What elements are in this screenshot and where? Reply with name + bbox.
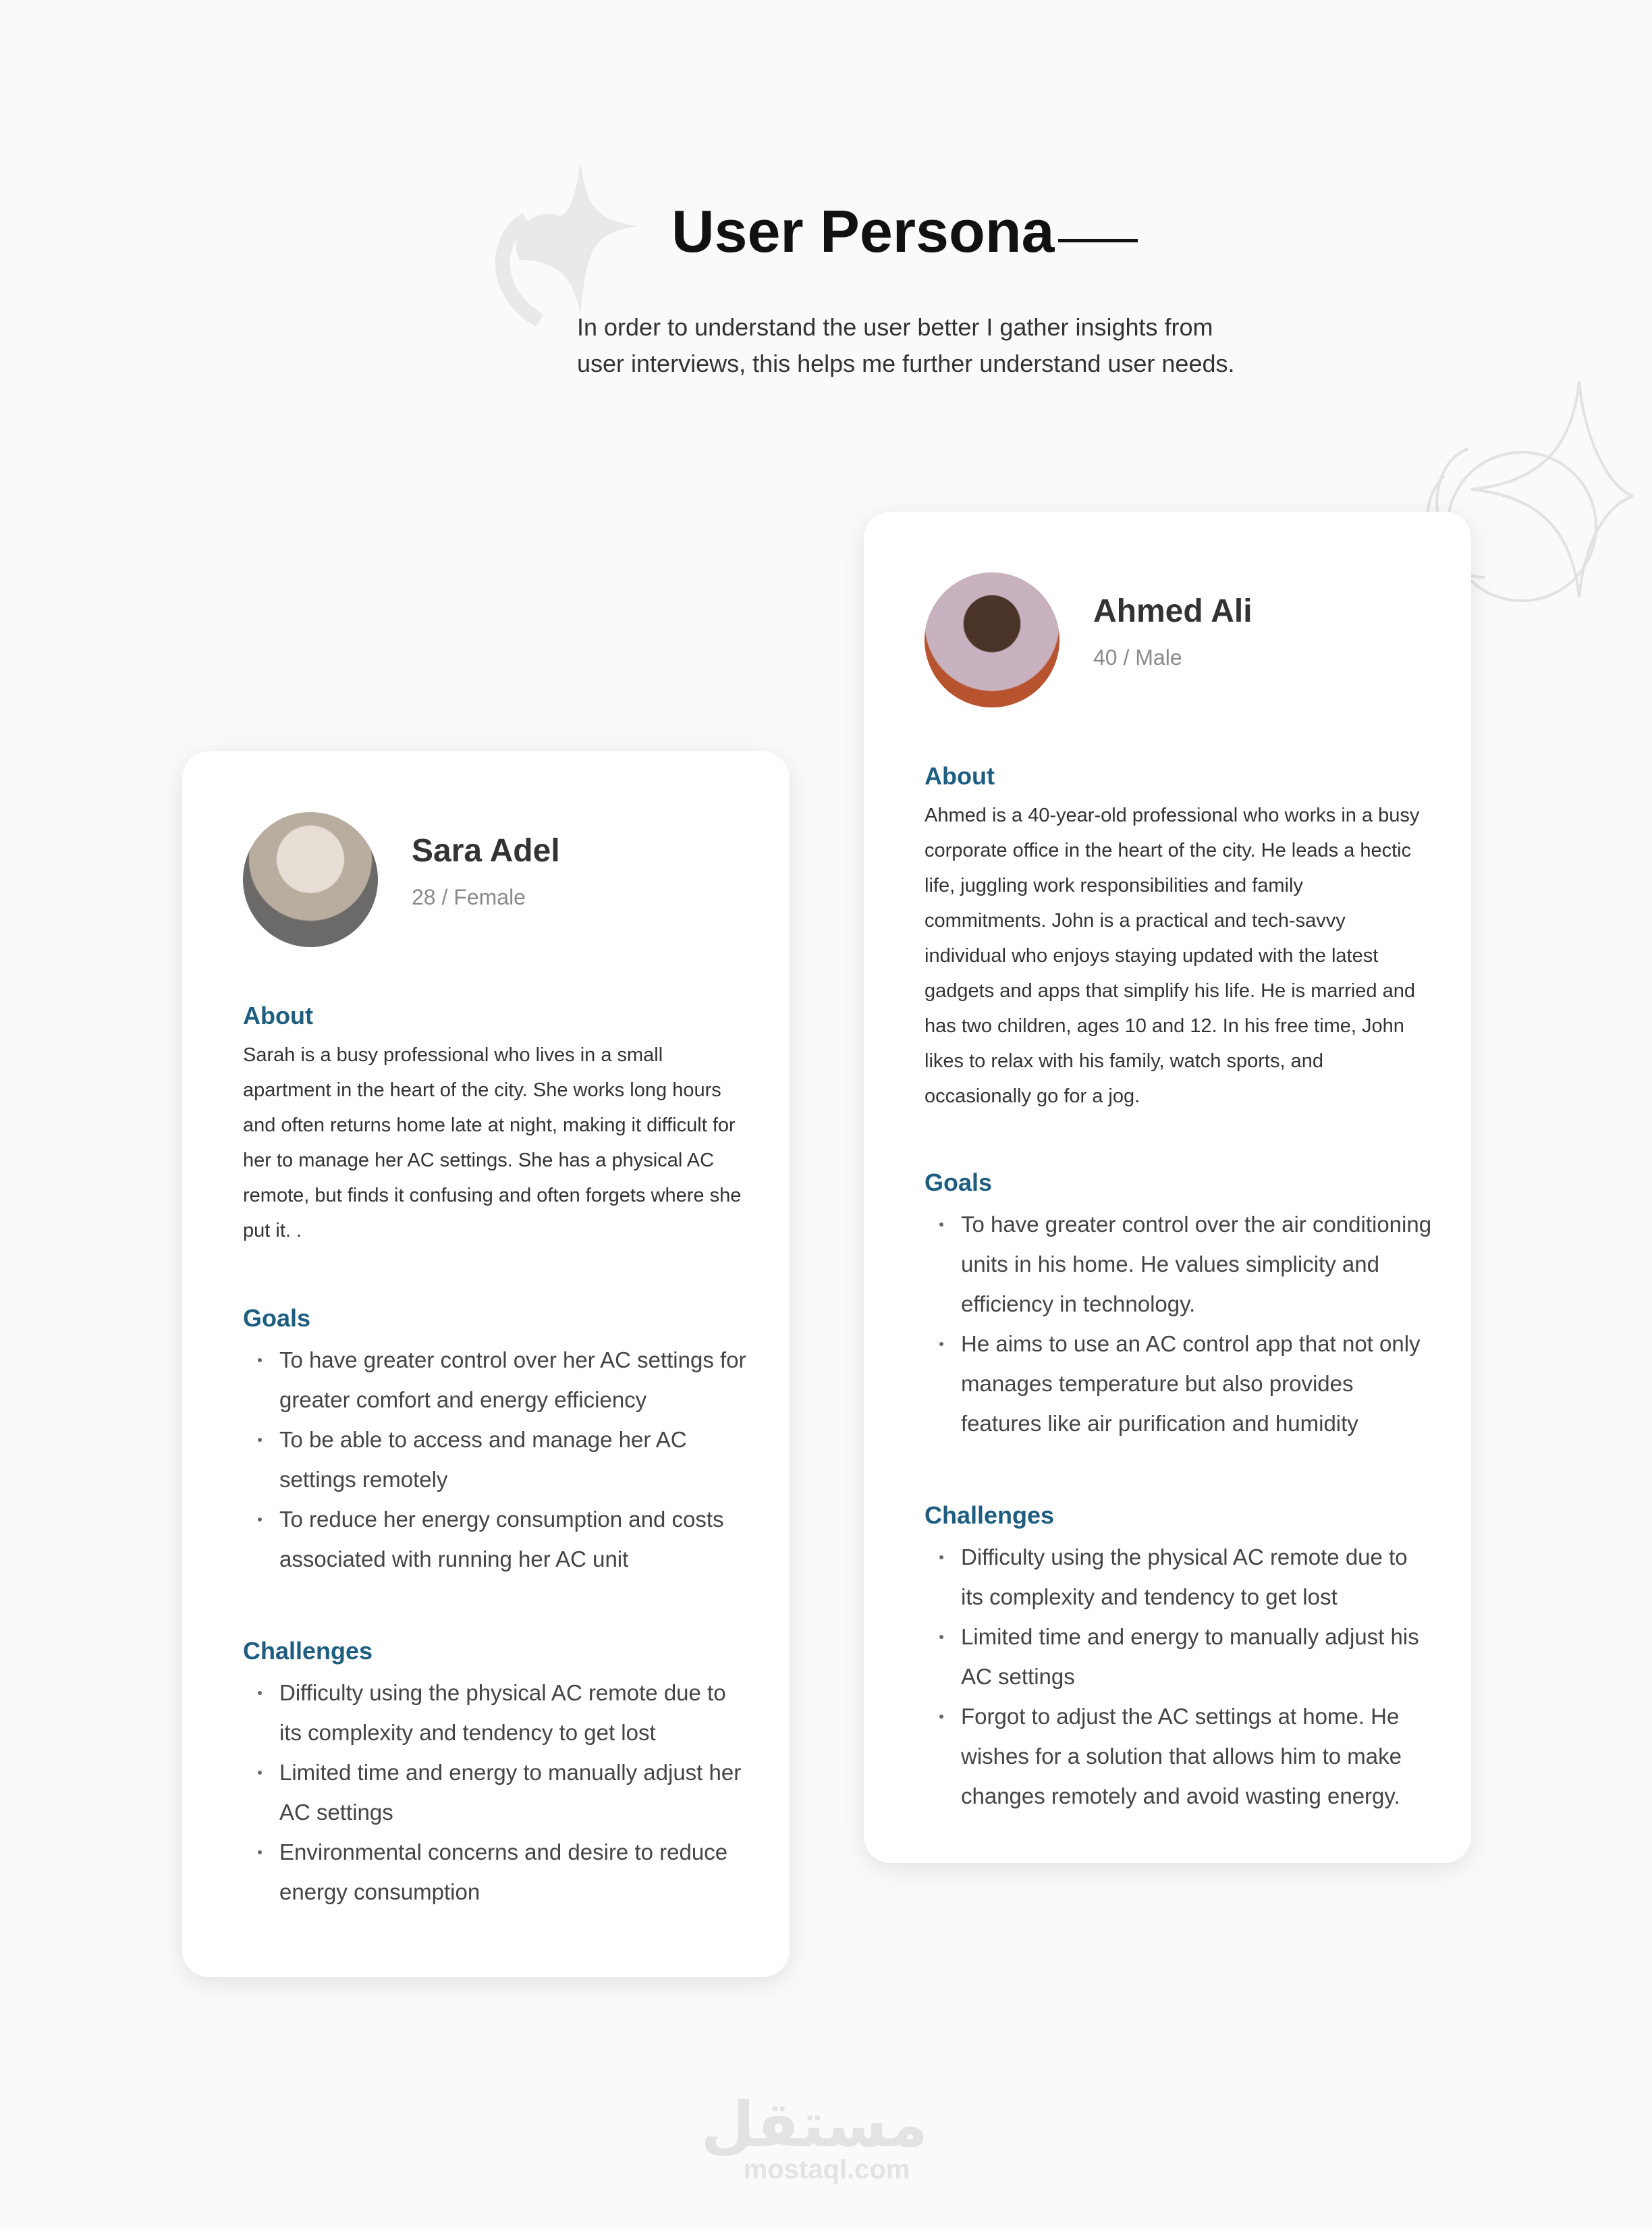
challenges-list (925, 1537, 1434, 1816)
section-title-goals: Goals (925, 1168, 993, 1196)
watermark-arabic-text: مستقل (700, 2089, 928, 2161)
about-text: Sarah is a busy professional who lives in a small apartment in the heart of the city. She works long hours and often returns home late at night, making it difficult for her to manage her AC settings. She has a physical AC remote, but finds it confusing and often forgets where she put it. . (243, 1044, 742, 1241)
list-item: To reduce her energy consumption and costs associated with running her AC unit (243, 1499, 752, 1579)
persona-name: Ahmed Ali (1093, 593, 1252, 629)
persona-name: Sara Adel (412, 833, 560, 869)
watermark-logo (700, 2089, 928, 2184)
watermark-url-text: mostaql.com (743, 2155, 910, 2184)
goals-list (925, 1204, 1434, 1443)
list-item: Difficulty using the physical AC remote due to its complexity and tendency to get lost (243, 1673, 752, 1752)
persona-card-ahmed (864, 512, 1471, 1863)
list-item: He aims to use an AC control app that not only manages temperature but also provides features like air purification and humidity (925, 1324, 1434, 1443)
avatar (243, 812, 378, 947)
list-item: Forgot to adjust the AC settings at home. He wishes for a solution that allows him to make changes remotely and avoid wasting energy. (925, 1696, 1434, 1816)
list-item: To have greater control over her AC settings for greater comfort and energy efficiency (243, 1340, 752, 1420)
list-item: Environmental concerns and desire to reduce energy consumption (243, 1832, 752, 1912)
section-title-about: About (243, 1002, 313, 1029)
list-item: Limited time and energy to manually adjust her AC settings (243, 1752, 752, 1832)
list-item: To have greater control over the air conditioning units in his home. He values simplicity and efficiency in technology. (925, 1204, 1434, 1324)
persona-age-gender: 28 / Female (412, 885, 526, 909)
avatar (925, 572, 1059, 707)
page-subtitle: In order to understand the user better I gather insights from user interviews, this helps me further understand user needs. (577, 313, 1235, 377)
section-title-goals: Goals (243, 1304, 311, 1332)
list-item: To be able to access and manage her AC settings remotely (243, 1420, 752, 1499)
persona-age-gender: 40 / Male (1093, 645, 1182, 670)
section-title-about: About (925, 762, 995, 790)
list-item: Limited time and energy to manually adjust his AC settings (925, 1617, 1434, 1696)
list-item: Difficulty using the physical AC remote due to its complexity and tendency to get lost (925, 1537, 1434, 1617)
section-title-challenges: Challenges (925, 1501, 1055, 1529)
sparkle-decoration-icon (493, 159, 641, 327)
persona-card-sara (182, 751, 790, 1977)
title-underline-divider (1058, 239, 1138, 242)
challenges-list (243, 1673, 752, 1912)
section-title-challenges: Challenges (243, 1637, 373, 1665)
about-text: Ahmed is a 40-year-old professional who works in a busy corporate office in the heart of the city. He leads a hectic life, juggling work responsibilities and family commitments. John is a practical and tech-savvy individual who enjoys staying updated with the latest gadgets and apps that simplify his life. He is married and has two children, ages 10 and 12. In his free time, John likes to relax with his family, watch sports, and occasionally go for a jog. (925, 805, 1420, 1107)
goals-list (243, 1340, 752, 1579)
page-title: User Persona (671, 198, 1055, 265)
